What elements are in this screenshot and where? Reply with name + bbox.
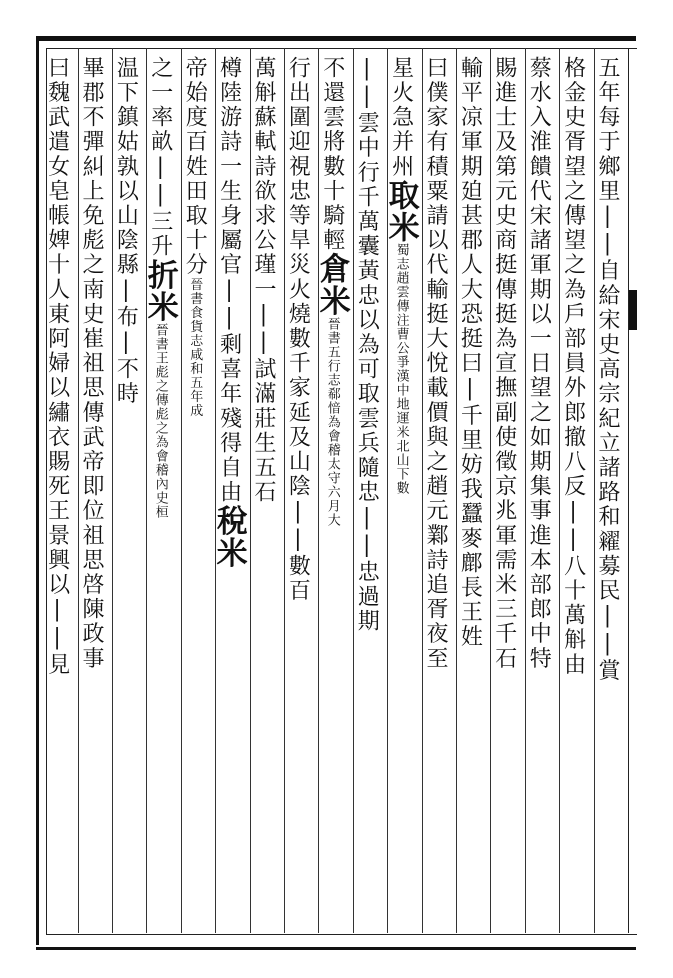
- body-text: 曰僕家有積粟請以代輸挺大悅載價與之趙元鄴詩追胥夜至: [422, 56, 448, 671]
- body-text: 不還雲將數十騎輕: [319, 56, 345, 253]
- text-column: [210, 56, 247, 928]
- text-column: [592, 56, 626, 928]
- text-column: [557, 56, 591, 928]
- entry-heading: 倉米: [313, 252, 350, 317]
- text-column: [351, 56, 385, 928]
- annotation-text: 晉書王彪之傳彪之為會稽內史桓: [152, 322, 168, 519]
- text-column: [179, 56, 213, 928]
- body-text: 千萬囊黃忠以為可取雲兵隨忠||忠過期: [354, 185, 380, 634]
- body-text: 格金史胥望之傳望之為戶部員外郎撤八反||八十萬斛由: [560, 56, 586, 677]
- body-text: 行出圍迎視忠等: [285, 56, 311, 229]
- annotation-text: 晉書五行志郗愔為會稽太守六月大: [324, 316, 340, 527]
- body-text: 五年每于鄉里||自給宋史高宗紀立諸路和糴募民||賞: [594, 56, 620, 683]
- body-text: 帝始度百姓田取十分: [182, 56, 208, 278]
- entry-heading: 折米: [141, 258, 178, 323]
- body-text: 之一率畝||三升: [147, 56, 173, 259]
- margin-strip: [628, 48, 639, 933]
- body-text: 旱災火燒數千家延及山陰||數百: [285, 228, 311, 604]
- entry-heading: 取米: [382, 179, 419, 243]
- body-text: 蔡水入淮饋代宋諸軍期以一日望之如期集事進本部郎中特: [526, 56, 552, 671]
- text-column: [76, 56, 110, 928]
- body-text: 星火急并州: [388, 56, 414, 179]
- text-column: [454, 56, 488, 928]
- body-text: ||雲中行: [354, 56, 380, 185]
- text-column: [41, 56, 75, 928]
- body-text: 温下鎮姑孰以山陰縣|布|不時: [113, 56, 139, 407]
- text-column: [488, 56, 522, 928]
- body-text: 畢郡不彈糾上免彪之南史崔祖思傳武帝即位祖思啓陳政事: [78, 56, 104, 671]
- text-column: [141, 56, 178, 928]
- text-column: [110, 56, 144, 928]
- body-text: 賜進士及第元史商挺傳挺為宣撫副使徵京兆軍需米三千石: [491, 56, 517, 671]
- text-column: [523, 56, 557, 928]
- text-column: [420, 56, 454, 928]
- annotation-text: 晉書食貨志咸和五年成: [187, 277, 203, 418]
- body-text: 輸平凉軍期廹甚郡人大恐挺曰|千里妨我蠶麥鄜長王姓: [457, 56, 483, 650]
- text-column: [382, 56, 419, 928]
- annotation-text: 蜀志趙雲傳注曹公爭漢中地運米北山下數: [393, 243, 409, 495]
- body-text: 曰魏武遣女皂帳婢十人東阿婦以繡衣賜死王景興以||見: [44, 56, 70, 677]
- body-text: 樽陸游詩一生身屬官||剩喜年殘得自由: [216, 56, 242, 505]
- entry-heading: 稅米: [210, 504, 247, 569]
- text-column: [282, 56, 316, 928]
- margin-mark: [629, 290, 637, 330]
- text-column: [313, 56, 350, 928]
- body-text: 萬斛蘇軾詩欲求公瑾一||試滿莊生五石: [250, 56, 276, 505]
- text-column: [248, 56, 282, 928]
